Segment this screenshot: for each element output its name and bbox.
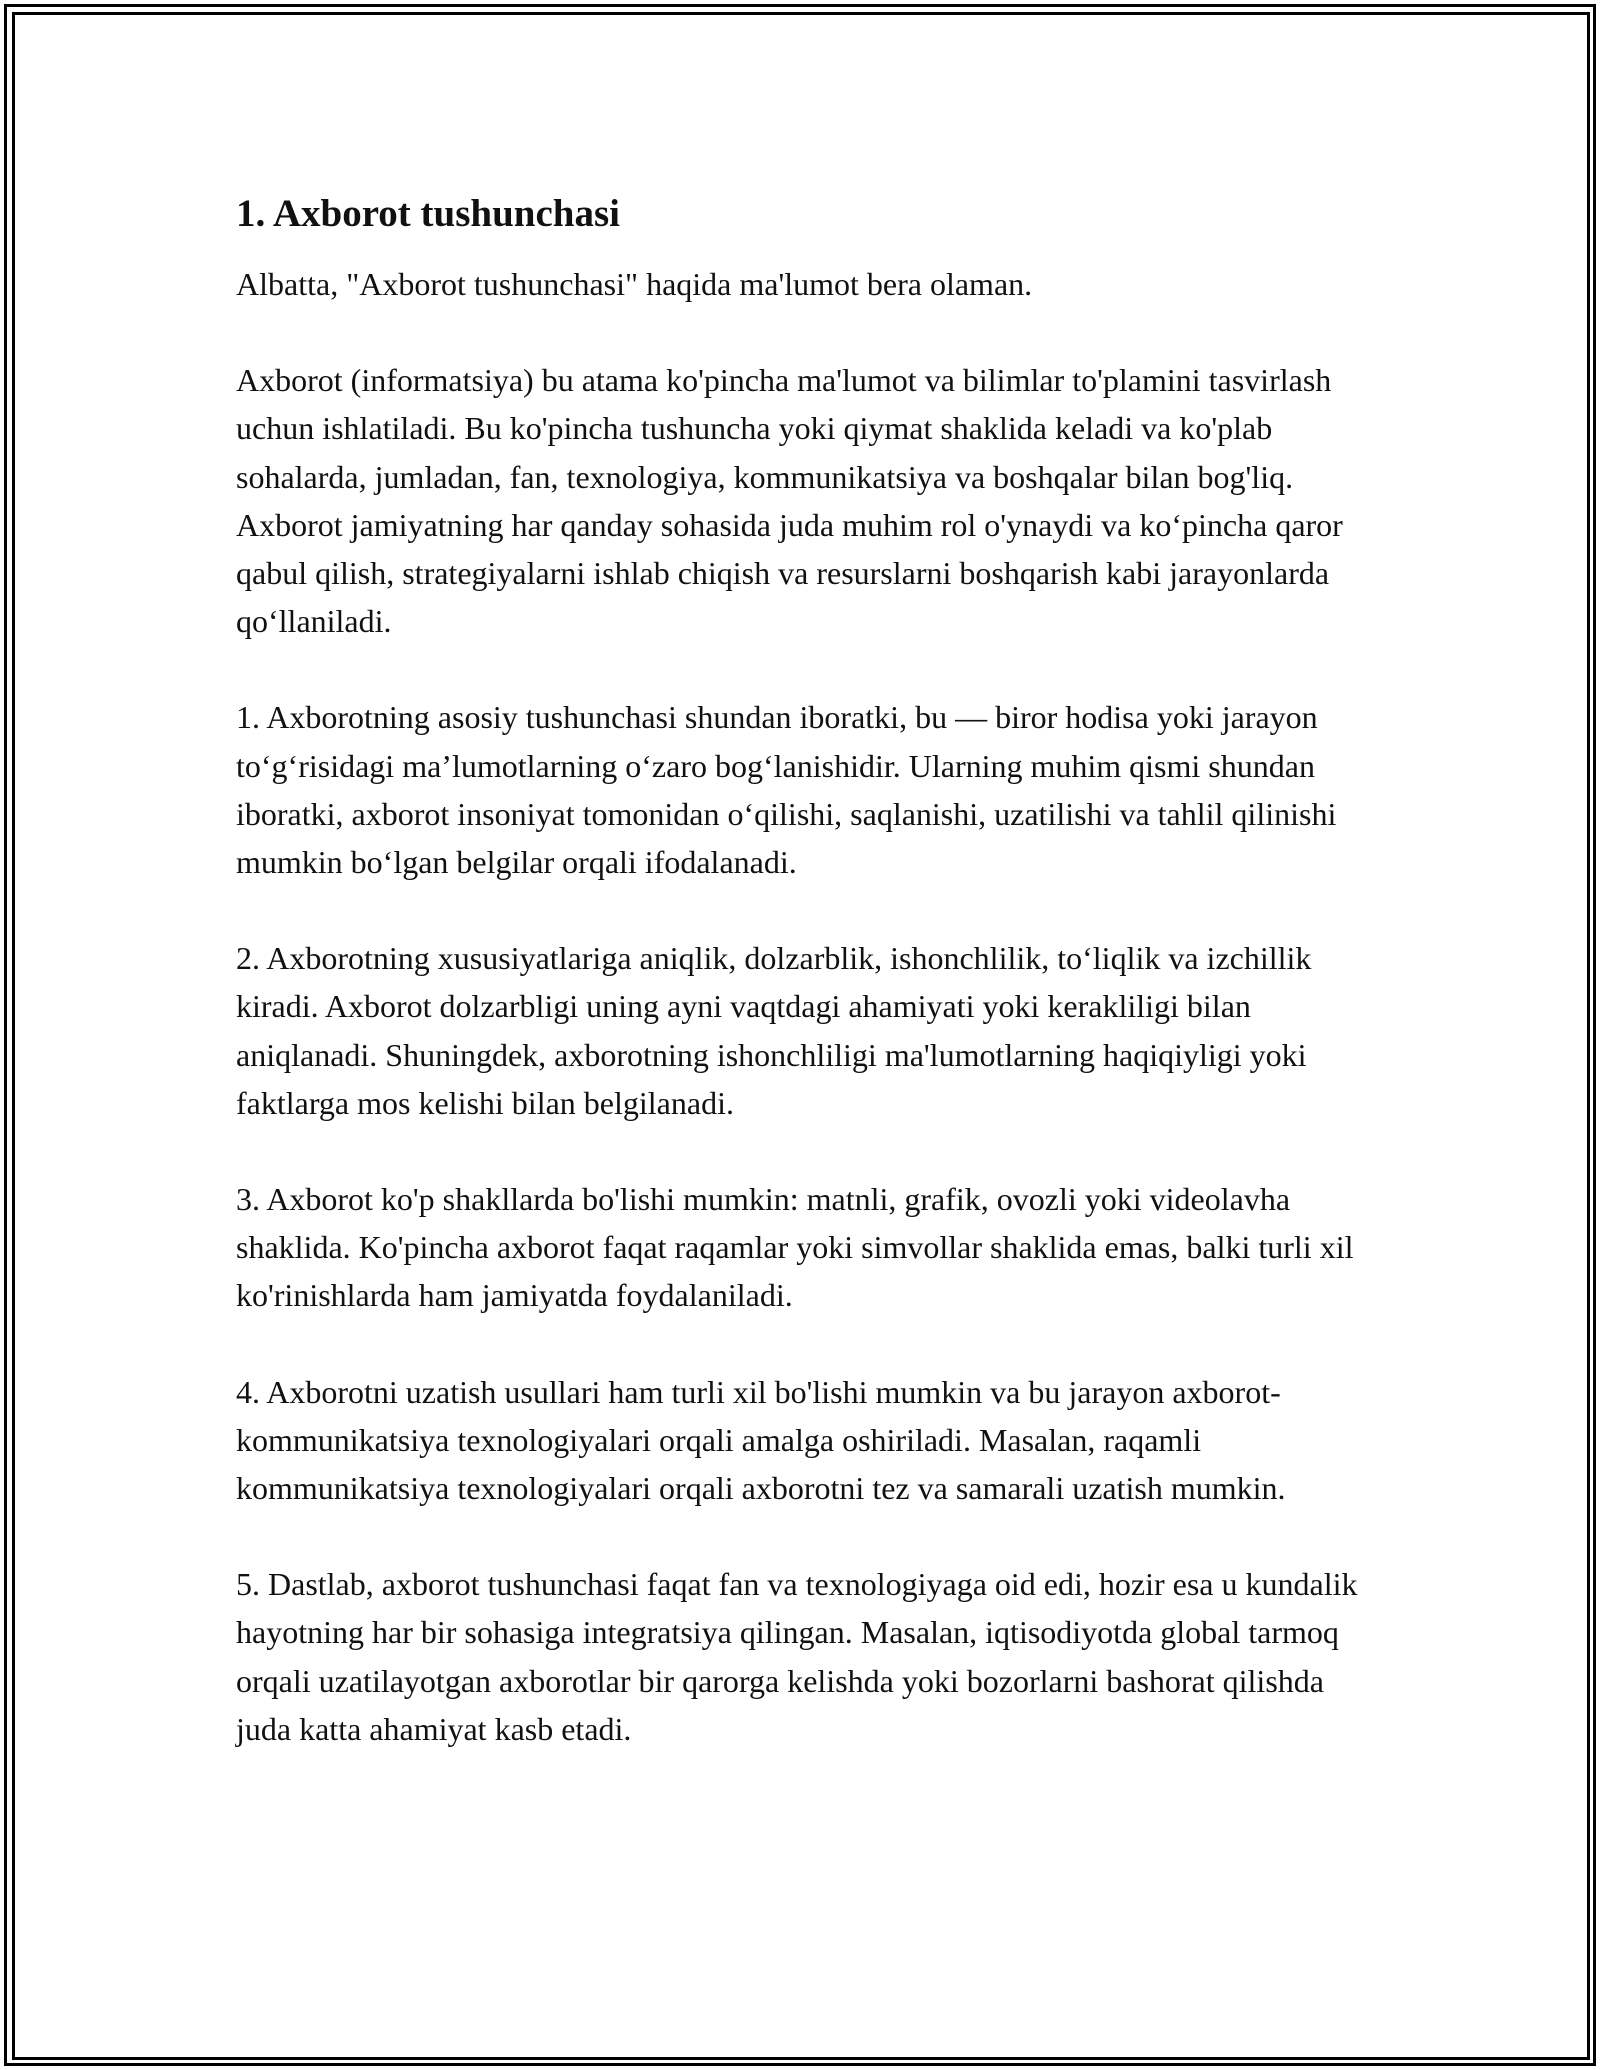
paragraph-definition: Axborot (informatsiya) bu atama ko'pincha ma'lumot va bilimlar to'plamini tasvirlash uchun ishlatiladi. Bu ko'pincha tushuncha yoki qiymat shaklida keladi va ko'plab sohalarda, jumladan, fan, texnologiya, kommunikatsiya va boshqalar bilan bog'liq. Axborot jamiyatning har qanday sohasida juda muhim rol o'ynaydi va ko‘pincha qaror qabul qilish, strategiyalarni ishlab chiqish va resurslarni boshqarish kabi jarayonlarda qo‘llaniladi. — [236, 362, 1343, 640]
document-title: 1. Axborot tushunchasi — [236, 192, 620, 235]
paragraph-point-4: 4. Axborotni uzatish usullari ham turli xil bo'lishi mumkin va bu jarayon axborot-kommunikatsiya texnologiyalari orqali amalga oshiriladi. Masalan, raqamli kommunikatsiya texnologiyalari orqali axborotni tez va samarali uzatish mumkin. — [236, 1373, 1286, 1507]
paragraph-point-2: 2. Axborotning xususiyatlariga aniqlik, dolzarblik, ishonchlilik, to‘liqlik va izchillik kiradi. Axborot dolzarbligi uning ayni vaqtdagi ahamiyati yoki kerakliligi bilan aniqlanadi. Shuningdek, axborotning ishonchliligi ma'lumotlarning haqiqiyligi yoki faktlarga mos kelishi bilan belgilanadi. — [236, 940, 1312, 1121]
paragraph-intro: Albatta, "Axborot tushunchasi" haqida ma'lumot bera olaman. — [236, 266, 1033, 302]
document-body — [236, 186, 1376, 1801]
paragraph-point-1: 1. Axborotning asosiy tushunchasi shundan iboratki, bu — biror hodisa yoki jarayon to‘g‘risidagi ma’lumotlarning o‘zaro bog‘lanishidir. Ularning muhim qismi shundan iboratki, axborot insoniyat tomonidan o‘qilishi, saqlanishi, uzatilishi va tahlil qilinishi mumkin bo‘lgan belgilar orqali ifodalanadi. — [236, 699, 1337, 881]
paragraph-point-5: 5. Dastlab, axborot tushunchasi faqat fan va texnologiyaga oid edi, hozir esa u kundalik hayotning har bir sohasiga integratsiya qilingan. Masalan, iqtisodiyotda global tarmoq orqali uzatilayotgan axborotlar bir qarorga kelishda yoki bozorlarni bashorat qilishda juda katta ahamiyat kasb etadi. — [236, 1566, 1358, 1747]
paragraph-point-3: 3. Axborot ko'p shakllarda bo'lishi mumkin: matnli, grafik, ovozli yoki videolavha shaklida. Ko'pincha axborot faqat raqamlar yoki simvollar shaklida emas, balki turli xil ko'rinishlarda ham jamiyatda foydalaniladi. — [236, 1181, 1354, 1314]
